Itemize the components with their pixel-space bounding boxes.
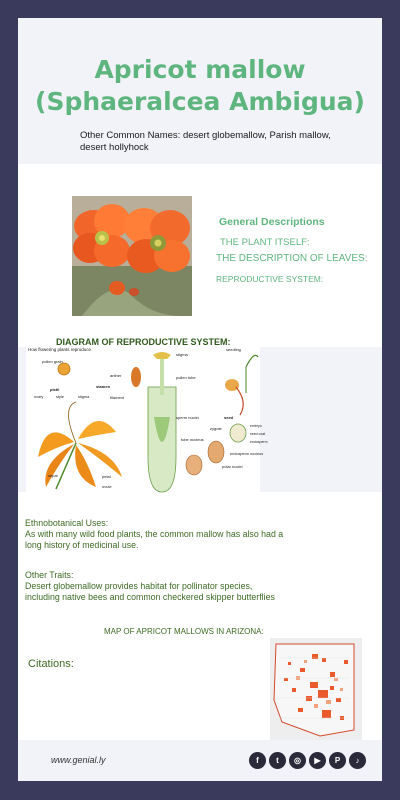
- label-sperm-nuclei: sperm nuclei: [176, 415, 199, 420]
- social-links: [249, 752, 366, 769]
- label-anther: anther: [110, 373, 122, 378]
- title-common-name: Apricot mallow: [94, 55, 306, 84]
- label-seed-coat: seed coat: [250, 432, 266, 436]
- ethnobotanical-text: As with many wild food plants, the common mallow has also had a long history of medicinal use.: [25, 529, 284, 550]
- label-ovary: ovary: [34, 395, 44, 399]
- reproductive-system-heading: REPRODUCTIVE SYSTEM:: [216, 274, 324, 284]
- label-sepal: sepal: [48, 473, 58, 478]
- other-traits-text: Desert globemallow provides habitat for pollinator species, including native bees and common checkered skipper butterflies: [25, 581, 275, 602]
- reproduction-diagram: [26, 347, 268, 492]
- leaves-heading: THE DESCRIPTION OF LEAVES:: [216, 253, 368, 264]
- plant-itself-heading: THE PLANT ITSELF:: [220, 237, 310, 248]
- diagram-title: DIAGRAM OF REPRODUCTIVE SYSTEM:: [56, 337, 231, 347]
- pinterest-icon[interactable]: P: [329, 752, 346, 769]
- label-endosperm: endosperm: [250, 440, 268, 444]
- label-pollen-tube: pollen tube: [176, 375, 196, 380]
- flower-right: [124, 208, 190, 273]
- label-filament: filament: [110, 395, 125, 400]
- pistil-section-shape: [148, 352, 176, 492]
- label-pistil: pistil: [50, 387, 60, 392]
- ethnobotanical-heading: Ethnobotanical Uses:: [25, 518, 109, 528]
- facebook-icon[interactable]: f: [249, 752, 266, 769]
- ovule-shape: [186, 455, 202, 475]
- label-stigma: stigma: [78, 395, 90, 399]
- other-traits-section: [25, 570, 285, 603]
- label-endosperm-nucleus: endosperm nucleus: [230, 452, 264, 456]
- other-traits-heading: Other Traits:: [25, 570, 74, 580]
- map-title: MAP OF APRICOT MALLOWS IN ARIZONA:: [104, 627, 264, 636]
- diagram-caption: How flowering plants reproduce: [28, 347, 92, 352]
- tiktok-icon[interactable]: ♪: [349, 752, 366, 769]
- label-seed: seed: [224, 415, 234, 420]
- zygote-ovule-shape: [208, 441, 224, 463]
- label-pollen-grain: pollen grain: [42, 359, 63, 364]
- flower-photo: [72, 196, 192, 316]
- seed-shape: [230, 424, 246, 442]
- header-band: [18, 18, 382, 164]
- pollen-grain-shape: [58, 363, 70, 375]
- title-scientific-name: (Sphaeralcea Ambigua): [35, 87, 365, 116]
- website-link[interactable]: www.genial.ly: [51, 755, 106, 765]
- label-polar-nuclei: polar nuclei: [222, 464, 243, 469]
- label-seedling: seedling: [226, 347, 241, 352]
- label-style: style: [56, 395, 64, 399]
- general-descriptions-heading: General Descriptions: [219, 216, 325, 228]
- twitter-icon[interactable]: t: [269, 752, 286, 769]
- arizona-map-svg: [270, 638, 362, 740]
- label-ovule: ovule: [102, 484, 112, 489]
- ethnobotanical-section: [25, 518, 285, 551]
- instagram-icon[interactable]: ◎: [289, 752, 306, 769]
- reproduction-diagram-svg: [26, 347, 268, 492]
- label-zygote: zygote: [210, 426, 222, 431]
- arizona-distribution-map: [270, 638, 362, 740]
- label-tube-nucleus: tube nucleus: [181, 437, 204, 442]
- label-stamen: stamen: [96, 384, 111, 389]
- anther-shape: [131, 367, 141, 387]
- label-stigma-section: stigma: [176, 352, 188, 357]
- page-title: [18, 54, 382, 118]
- label-embryo: embryo: [250, 424, 262, 428]
- citations-label: Citations:: [28, 658, 74, 670]
- flower-illustration: [72, 196, 192, 316]
- seedling-shape: [225, 355, 258, 415]
- other-common-names: Other Common Names: desert globemallow, Parish mallow, desert hollyhock: [80, 130, 331, 153]
- label-petal: petal: [102, 474, 111, 479]
- footer-bar: [18, 740, 382, 781]
- infographic-page: [18, 18, 382, 781]
- youtube-icon[interactable]: ▶: [309, 752, 326, 769]
